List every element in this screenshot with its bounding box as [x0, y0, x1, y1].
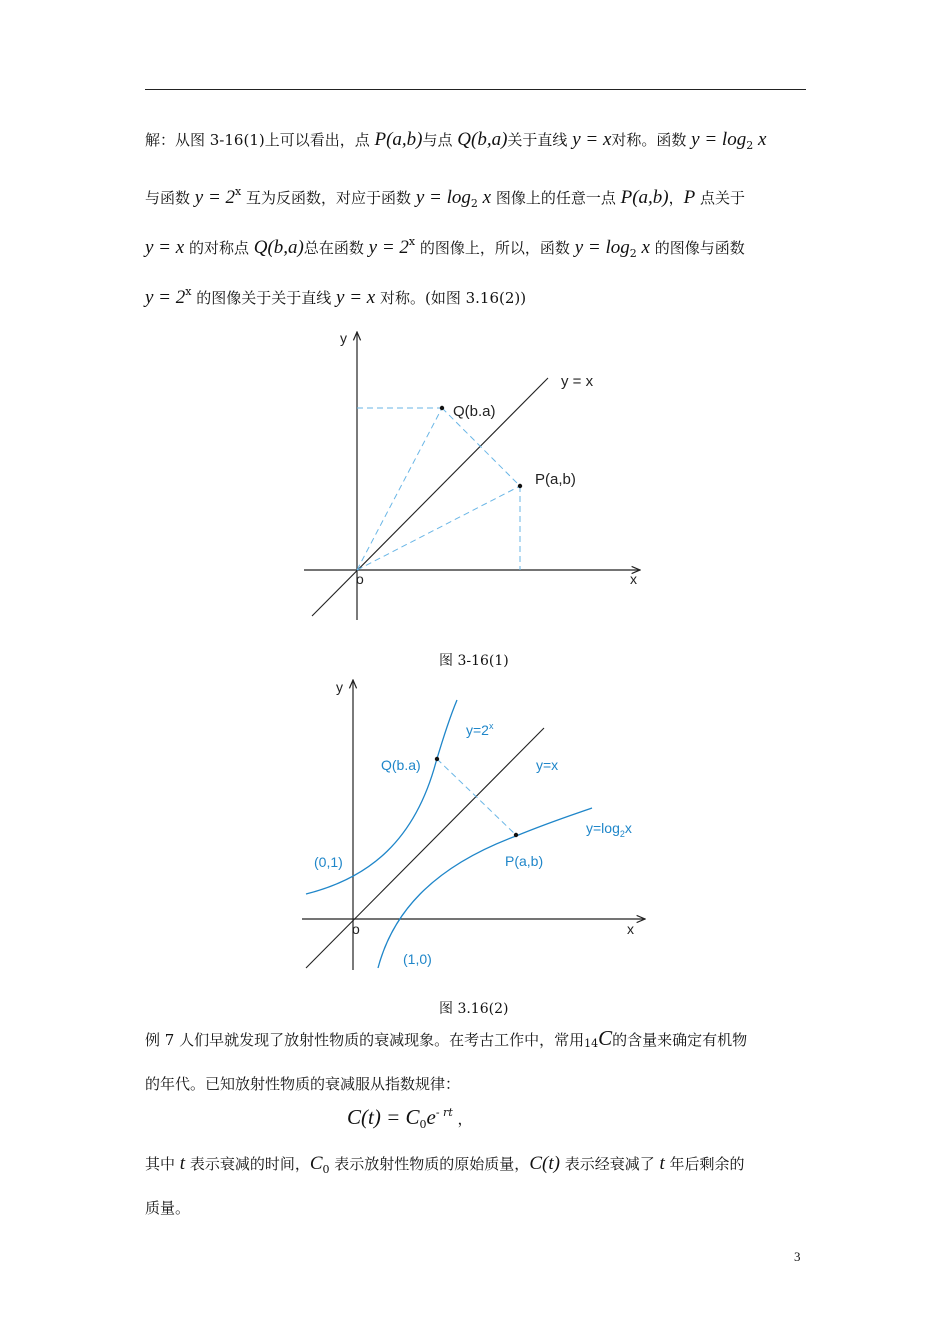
dash-origin-p: [357, 486, 520, 570]
origin-label: o: [352, 921, 360, 937]
log-curve-label: $y=\log_2x$: [586, 820, 632, 839]
point-1-0-label: (1,0): [403, 951, 432, 967]
point-q: [435, 757, 439, 761]
line-y-equals-x: [306, 728, 544, 968]
x-axis-label: x: [630, 571, 637, 587]
figure-3-16-1: [290, 320, 660, 630]
point-0-1-label: (0,1): [314, 854, 343, 870]
p-label: P(a,b): [535, 471, 576, 488]
p-label: P(a,b): [505, 853, 544, 869]
origin-label: o: [356, 571, 364, 587]
example7-line1: 例 7 人们早就发现了放射性物质的衰减现象。在考古工作中，常用14C的含量来确定有机物: [145, 1026, 748, 1050]
curve-logarithm: [378, 808, 592, 968]
figure-2-caption: 图 3.16(2): [439, 1001, 509, 1017]
decay-equation: $C(t) = C_0e^{- rt}$ ，: [347, 1105, 473, 1131]
page-number: 3: [794, 1249, 801, 1264]
dash-origin-q: [357, 408, 442, 570]
figure-3-16-2: [290, 670, 660, 980]
exp-curve-label: $y=2^x$: [466, 721, 494, 738]
para1-line2: 与函数 $y = 2^x$ 互为反函数，对应于函数 $y = \log_2 x$ 图像上的任意一点 P(a,b)，P 点关于: [145, 185, 746, 210]
figure-1-caption: 图 3-16(1): [439, 653, 509, 669]
line-label: y=x: [536, 757, 559, 773]
y-axis-label: y: [336, 679, 343, 695]
para1-line4: $y = 2^x$ 的图像关于关于直线 y = x 对称。(如图 3.16(2)): [145, 285, 527, 308]
example7-line4: 质量。: [145, 1199, 191, 1217]
header-rule: [145, 89, 806, 90]
para1-line1: 解：从图 3-16(1)上可以看出，点 P(a,b)与点 Q(b,a)关于直线 y = x对称。函数 $y = \log_2 x$: [145, 129, 767, 152]
line-label: y = x: [561, 373, 594, 390]
line-y-equals-x: [312, 378, 548, 616]
q-label: Q(b.a): [381, 757, 421, 773]
point-p: [518, 484, 522, 488]
x-axis-label: x: [627, 921, 634, 937]
example7-line3: 其中 t 表示衰减的时间，$C_0$ 表示放射性物质的原始质量，C(t) 表示经衰减了 t 年后剩余的: [145, 1153, 745, 1176]
q-label: Q(b.a): [453, 403, 496, 420]
para1-line3: y = x 的对称点 Q(b,a)总在函数 $y = 2^x$ 的图像上，所以，函数 $y = \log_2 x$ 的图像与函数: [145, 235, 745, 260]
point-p: [514, 833, 518, 837]
example7-line2: 的年代。已知放射性物质的衰减服从指数规律：: [145, 1075, 461, 1093]
y-axis-label: y: [340, 330, 347, 346]
point-q: [440, 406, 444, 410]
